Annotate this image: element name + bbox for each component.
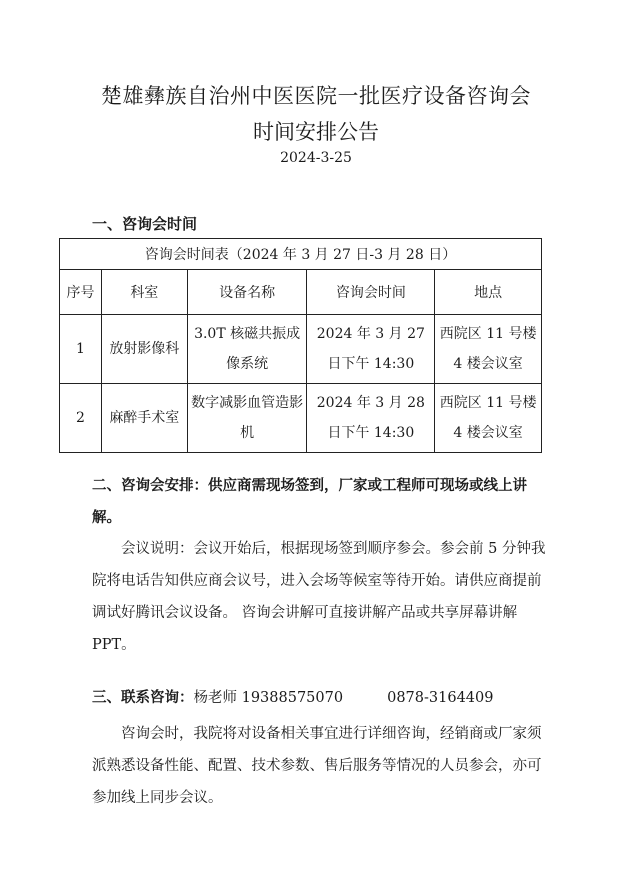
header-device: 设备名称: [187, 270, 307, 315]
cell-no: 1: [60, 315, 102, 384]
section-2-heading: 二、咨询会安排：供应商需现场签到，厂家或工程师可现场或线上讲解。: [92, 478, 527, 526]
section-3-contact-line: [92, 686, 493, 710]
section-1-heading: 一、咨询会时间: [92, 215, 198, 233]
table-header-row: [60, 270, 542, 315]
section-3-body: 咨询会时，我院将对设备相关事宜进行详细咨询，经销商或厂家须派熟悉设备性能、配置、技术参数、售后服务等情况的人员参会，亦可参加线上同步会议。: [92, 726, 542, 806]
contact-person: 杨老师 19388575070: [193, 690, 344, 706]
section-3-label: 三、联系咨询：: [92, 690, 194, 706]
title-line-2: 时间安排公告: [253, 120, 379, 144]
cell-time: 2024 年 3 月 28 日下午 14:30: [307, 384, 435, 453]
section-2-body: 会议说明：会议开始后，根据现场签到顺序参会。参会前 5 分钟我院将电话告知供应商会议号，进入会场等候室等待开始。请供应商提前调试好腾讯会议设备。 咨询会讲解可直接讲解产品或共享屏幕讲解 PPT。: [92, 541, 546, 653]
notice-date: 2024-3-25: [280, 150, 352, 166]
cell-no: 2: [60, 384, 102, 453]
cell-place: 西院区 11 号楼 4 楼会议室: [435, 384, 542, 453]
cell-time: 2024 年 3 月 27 日下午 14:30: [307, 315, 435, 384]
table-caption-row: [60, 239, 542, 270]
header-place: 地点: [435, 270, 542, 315]
header-time: 咨询会时间: [307, 270, 435, 315]
cell-dept: 麻醉手术室: [101, 384, 187, 453]
cell-device: 3.0T 核磁共振成像系统: [187, 315, 307, 384]
schedule-table: [59, 238, 542, 453]
cell-place: 西院区 11 号楼 4 楼会议室: [435, 315, 542, 384]
header-no: 序号: [60, 270, 102, 315]
header-dept: 科室: [101, 270, 187, 315]
table-row: [60, 315, 542, 384]
table-row: [60, 384, 542, 453]
cell-device: 数字减影血管造影机: [187, 384, 307, 453]
title-line-1: 楚雄彝族自治州中医医院一批医疗设备咨询会: [101, 84, 531, 108]
cell-dept: 放射影像科: [101, 315, 187, 384]
table-caption: 咨询会时间表（2024 年 3 月 27 日-3 月 28 日）: [60, 239, 542, 270]
contact-phone: 0878-3164409: [387, 690, 494, 706]
